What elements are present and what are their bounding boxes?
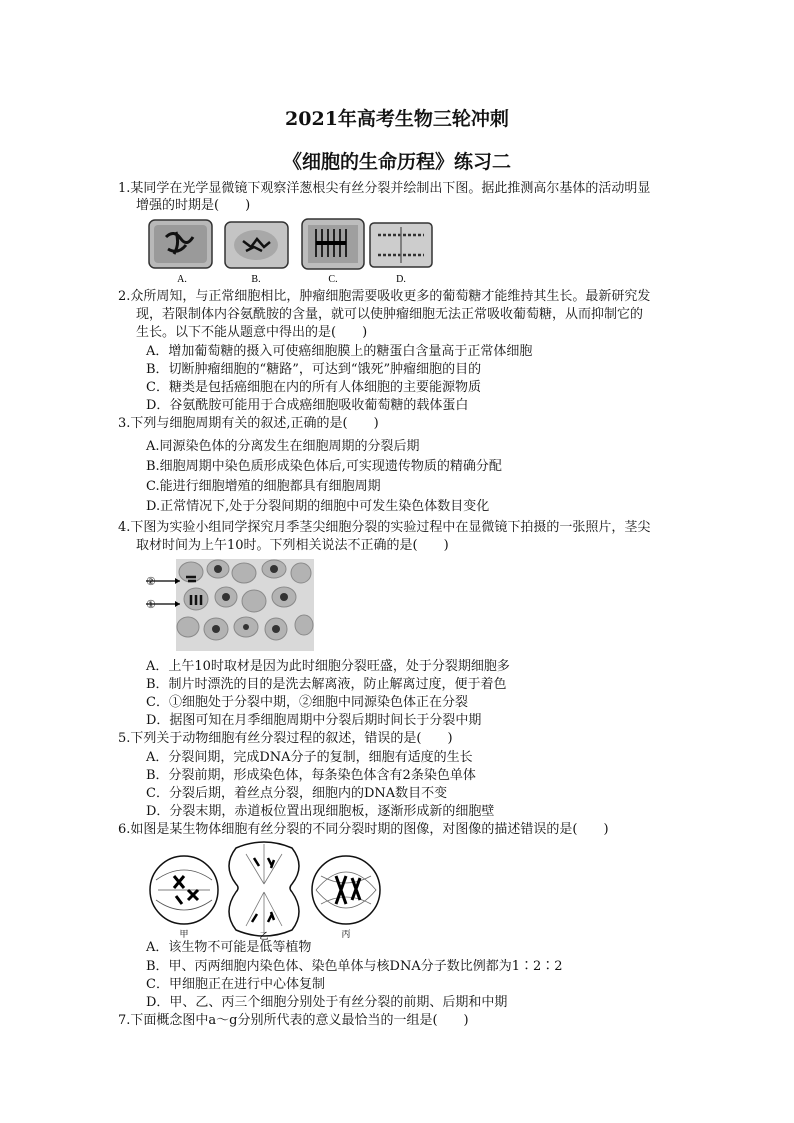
- q6-label-jia: 甲: [179, 929, 189, 939]
- q4-option-d: D．据图可知在月季细胞周期中分裂后期时间长于分裂中期: [146, 713, 482, 728]
- q6-label-yi: 乙: [259, 931, 269, 940]
- q2-option-b: B．切断肿瘤细胞的“糖路”，可达到“饿死”肿瘤细胞的目的: [146, 362, 482, 377]
- q1-cell-b: [225, 222, 288, 268]
- q6-option-a: A．该生物不可能是低等植物: [146, 940, 312, 955]
- q2-option-c: C．糖类是包括癌细胞在内的所有人体细胞的主要能源物质: [146, 380, 481, 395]
- q7-stem-line1: 7.下面概念图中a～g分别所代表的意义最恰当的一组是( ): [118, 1013, 469, 1028]
- q5-option-d: D．分裂末期，赤道板位置出现细胞板，逐渐形成新的细胞壁: [146, 804, 495, 819]
- q1-stem-line2: 增强的时期是( ): [136, 198, 251, 213]
- q6-cell-jia: [150, 856, 218, 924]
- q1-cell-d: [370, 223, 432, 267]
- q6-option-c: C．甲细胞正在进行中心体复制: [146, 977, 325, 992]
- q4-micrograph: [146, 557, 316, 653]
- q1-cell-c: [302, 219, 364, 269]
- q4-option-b: B．制片时漂洗的目的是洗去解离液，防止解离过度，便于着色: [146, 677, 507, 692]
- q6-stem-line1: 6.如图是某生物体细胞有丝分裂的不同分裂时期的图像，对图像的描述错误的是( ): [118, 822, 609, 837]
- page-title: 2021年高考生物三轮冲刺: [285, 108, 509, 130]
- q2-stem-line3: 生长。以下不能从题意中得出的是( ): [136, 325, 368, 340]
- q3-stem-line1: 3.下列与细胞周期有关的叙述,正确的是( ): [118, 416, 379, 431]
- q4-option-c: C．①细胞处于分裂中期，②细胞中同源染色体正在分裂: [146, 695, 468, 710]
- q5-stem-line1: 5.下列关于动物细胞有丝分裂过程的叙述，错误的是( ): [118, 731, 453, 746]
- q6-cell-bing: [312, 856, 380, 924]
- q6-option-b: B．甲、丙两细胞内染色体、染色单体与核DNA分子数比例都为1∶2∶2: [146, 959, 563, 974]
- q4-label-2: ②: [146, 575, 156, 588]
- q4-stem-line2: 取材时间为上午10时。下列相关说法不正确的是( ): [136, 538, 449, 553]
- q4-stem-line1: 4.下图为实验小组同学探究月季茎尖细胞分裂的实验过程中在显微镜下拍摄的一张照片，茎尖: [118, 520, 651, 535]
- q1-cell-a: [149, 220, 212, 268]
- q6-option-d: D．甲、乙、丙三个细胞分别处于有丝分裂的前期、后期和中期: [146, 995, 508, 1010]
- q5-option-c: C．分裂后期，着丝点分裂，细胞内的DNA数目不变: [146, 786, 448, 801]
- q6-label-bing: 丙: [341, 929, 351, 939]
- q2-stem-line1: 2.众所周知，与正常细胞相比，肿瘤细胞需要吸收更多的葡萄糖才能维持其生长。最新研究发: [118, 289, 651, 304]
- q1-label-c: C.: [328, 274, 338, 285]
- page-subtitle: 《细胞的生命历程》练习二: [282, 151, 511, 173]
- q3-option-c: C.能进行细胞增殖的细胞都具有细胞周期: [146, 479, 381, 494]
- q5-option-b: B．分裂前期，形成染色体，每条染色体含有2条染色单体: [146, 768, 476, 783]
- q1-label-d: D.: [396, 274, 406, 285]
- q1-stem-line1: 1.某同学在光学显微镜下观察洋葱根尖有丝分裂并绘制出下图。据此推测高尔基体的活动明显: [118, 181, 651, 196]
- q2-option-d: D．谷氨酰胺可能用于合成癌细胞吸收葡萄糖的载体蛋白: [146, 398, 469, 413]
- q6-cell-yi: [229, 842, 299, 936]
- q3-option-a: A.同源染色体的分离发生在细胞周期的分裂后期: [146, 439, 420, 454]
- q3-option-b: B.细胞周期中染色质形成染色体后,可实现遗传物质的精确分配: [146, 459, 502, 474]
- q4-label-1: ①: [146, 598, 156, 611]
- q2-option-a: A．增加葡萄糖的摄入可使癌细胞膜上的糖蛋白含量高于正常体细胞: [146, 344, 533, 359]
- q4-option-a: A．上午10时取材是因为此时细胞分裂旺盛，处于分裂期细胞多: [146, 659, 510, 674]
- q6-cells-figure: [146, 840, 406, 940]
- q2-stem-line2: 现，若限制体内谷氨酰胺的含量，就可以使肿瘤细胞无法正常吸收葡萄糖，从而抑制它的: [136, 307, 644, 322]
- q1-label-a: A.: [177, 274, 187, 285]
- q1-label-b: B.: [251, 274, 261, 285]
- q3-option-d: D.正常情况下,处于分裂间期的细胞中可发生染色体数目变化: [146, 499, 490, 514]
- q5-option-a: A．分裂间期，完成DNA分子的复制，细胞有适度的生长: [146, 750, 473, 765]
- q1-cell-figure: [146, 217, 436, 287]
